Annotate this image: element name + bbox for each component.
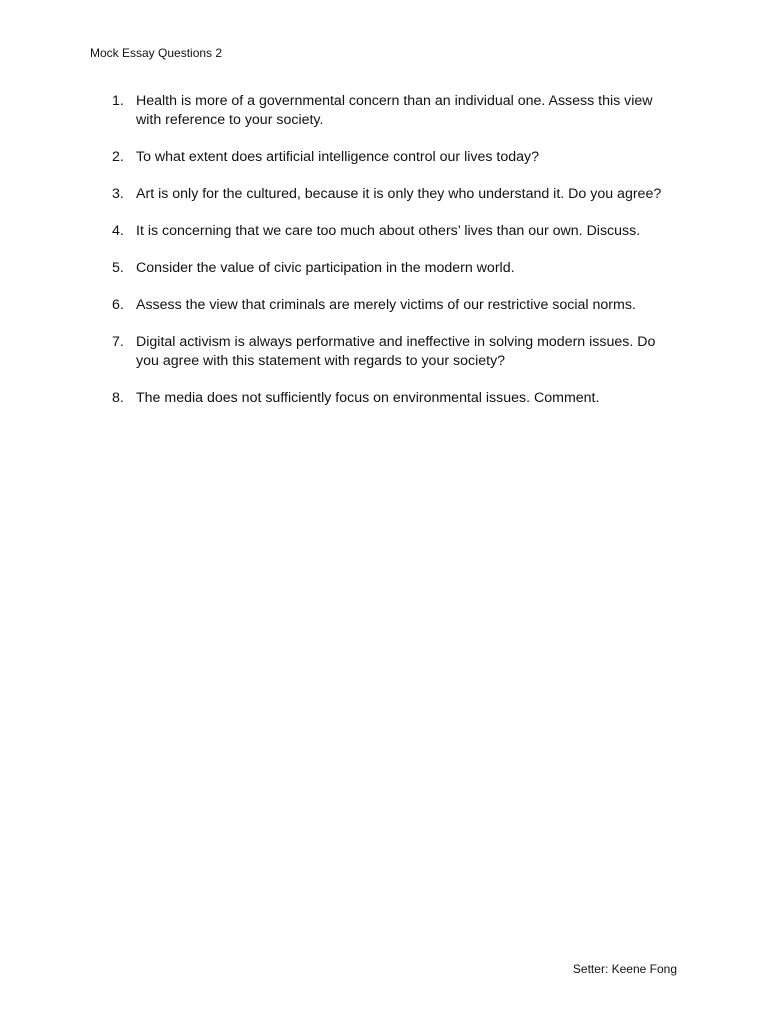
question-number: 6. (112, 297, 124, 313)
question-text: Art is only for the cultured, because it is only they who understand it. Do you agree? (136, 186, 662, 202)
question-text: Health is more of a governmental concern than an individual one. Assess this view with reference to your society. (136, 93, 653, 128)
question-item (90, 92, 680, 130)
question-text: Consider the value of civic participation in the modern world. (136, 260, 515, 276)
question-item (90, 185, 680, 204)
question-number: 2. (112, 149, 124, 165)
question-number: 3. (112, 186, 124, 202)
question-number: 4. (112, 223, 124, 239)
document-header: Mock Essay Questions 2 (90, 46, 223, 60)
question-text: It is concerning that we care too much about others’ lives than our own. Discuss. (136, 223, 641, 239)
question-text: The media does not sufficiently focus on environmental issues. Comment. (136, 390, 600, 406)
question-item (90, 259, 680, 278)
question-number: 1. (112, 93, 124, 109)
question-item (90, 222, 680, 241)
question-list (90, 92, 680, 426)
question-item (90, 148, 680, 167)
question-item (90, 296, 680, 315)
question-text: Digital activism is always performative and ineffective in solving modern issues. Do you agree with this statement with regards to your society? (136, 334, 656, 369)
question-item (90, 389, 680, 408)
setter-credit: Setter: Keene Fong (572, 962, 677, 976)
question-text: To what extent does artificial intelligence control our lives today? (136, 149, 539, 165)
question-number: 7. (112, 334, 124, 350)
question-number: 5. (112, 260, 124, 276)
question-number: 8. (112, 390, 124, 406)
question-text: Assess the view that criminals are merely victims of our restrictive social norms. (136, 297, 636, 313)
question-item (90, 333, 680, 371)
